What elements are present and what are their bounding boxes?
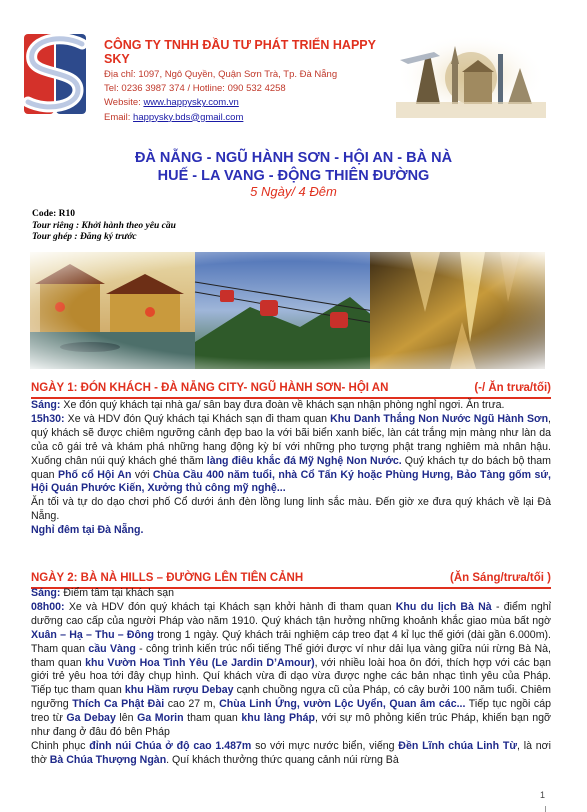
text-run: . Quí khách thưởng thức quang cảnh núi rừng Bà [166, 753, 399, 766]
page-number: 1 [540, 790, 546, 800]
day2-body [31, 587, 551, 768]
text-run: , với sự mô phỏng kiến trúc Pháp, khiến bạn ngỡ như đang ở đâu đó bên Pháp [31, 712, 552, 739]
company-logo [18, 32, 92, 116]
day2-summit [31, 740, 551, 768]
day1-morning-text: Xe đón quý khách tại nhà ga/ sân bay đưa đoàn về khách sạn nhận phòng nghỉ ngơi. Ăn trưa. [60, 399, 505, 411]
company-email-row [104, 111, 394, 125]
page-corner-mark [545, 806, 546, 812]
email-label: Email: [104, 111, 134, 123]
company-phone: Tel: 0236 3987 374 / Hotline: 090 532 4258 [104, 83, 286, 95]
day1-meals: (-/ Ăn trưa/tối) [474, 382, 551, 394]
highlight-run: khu Vườn Hoa Tình Yêu (Le Jardin D’Amour) [85, 656, 315, 669]
tour-group: Tour ghép : Đăng ký trước [32, 232, 137, 242]
text-run: so với mực nước biển, viếng [251, 739, 399, 752]
day2-morning-text: Điểm tâm tại khách sạn [60, 587, 175, 599]
text-run: với [131, 468, 153, 481]
text-run: cao 27 m, [164, 698, 220, 711]
tour-title-line2: HUẾ - LA VANG - ĐỘNG THIÊN ĐƯỜNG [157, 168, 430, 184]
text-run: trong 1 ngày. Quý khách trải nghiệm cáp treo đạt 4 kỉ lục thế giới (dài gần 6.000m). Tham quan [31, 628, 551, 655]
highlight-run: khu làng Pháp [241, 712, 315, 725]
highlight-run: đỉnh núi Chúa ở độ cao 1.487m [89, 739, 252, 752]
tour-private: Tour riêng : Khởi hành theo yêu cầu [32, 220, 176, 231]
highlight-run: cầu Vàng [88, 642, 136, 655]
website-label: Website: [104, 97, 144, 109]
day2-activity-label: 08h00: [31, 600, 65, 613]
day2-morning [31, 587, 551, 601]
highlight-run: Ga Debay [66, 712, 116, 725]
company-website-row [104, 96, 394, 110]
text-run: Xe và HDV đón quý khách tại Khách sạn khởi hành đi tham quan [64, 600, 396, 613]
highlight-run: Khu du lịch Bà Nà [395, 600, 492, 613]
highlight-run: Phố cổ Hội An [58, 468, 132, 481]
website-link[interactable]: www.happysky.com.vn [143, 97, 239, 109]
highlight-run: Bà Chúa Thượng Ngàn [49, 753, 167, 766]
day1-heading [31, 382, 551, 395]
text-run: Tiếp tục ngồi cáp treo từ [31, 698, 552, 725]
day1-overnight: Nghỉ đêm tại Đà Nẵng. [31, 524, 144, 537]
email-link[interactable]: happysky.bds@gmail.com [133, 111, 244, 123]
highlight-run: Xuân – Hạ – Thu – Đông [31, 628, 154, 641]
text-run: - công trình kiến trúc nổi tiếng Thế giới được ví như dải lụa vàng giữa núi rừng Bà Nà, tham quan [31, 642, 551, 669]
text-run: , là nơi thờ [31, 739, 551, 766]
company-info [104, 38, 394, 125]
highlight-run: Chùa Linh Ứng, vườn Lộc Uyển, Quan âm các... [219, 698, 466, 711]
text-run: Xe và HDV đón Quý khách tại Khách sạn đi tham quan [64, 412, 331, 425]
tour-photo-collage [30, 252, 545, 369]
text-run: , với nhiều loài hoa ôn đới, thích hợp với các bạn giới trẻ yêu hoa tới đây chụp hình. Quí khách vừa đi dạo vừa được nghe các bản nhạc tình yêu của Pháp. Tiếp tục tham quan [31, 656, 551, 697]
text-run: Quý khách tự do bách bộ tham quan [31, 454, 551, 481]
day2-heading [31, 572, 551, 585]
tour-duration: 5 Ngày/ 4 Đêm [250, 184, 337, 199]
day2-title: NGÀY 2: BÀ NÀ HILLS – ĐƯỜNG LÊN TIÊN CẢNH [31, 572, 304, 584]
day1-body [31, 399, 551, 538]
day2-meals: (Ăn Sáng/trưa/tối ) [450, 572, 551, 584]
text-run: tham quan [183, 712, 242, 725]
company-name: CÔNG TY TNHH ĐẦU TƯ PHÁT TRIỂN HAPPY SKY [104, 38, 376, 66]
tour-code: Code: R10 [32, 209, 76, 219]
tour-title-line1: ĐÀ NẴNG - NGŨ HÀNH SƠN - HỘI AN - BÀ NÀ [134, 150, 453, 166]
highlight-run: Đền Lĩnh chúa Linh Từ [398, 739, 518, 752]
highlight-run: khu Hầm rượu Debay [124, 684, 234, 697]
text-run: lên [115, 712, 138, 725]
company-address: Địa chỉ: 1097, Ngô Quyền, Quận Sơn Trà, Tp. Đà Nẵng [104, 69, 338, 80]
day1-morning [31, 399, 551, 413]
day1-afternoon [31, 413, 551, 496]
tour-meta [32, 209, 176, 244]
day2-morning-label: Sáng: [31, 587, 61, 599]
day2-activity [31, 601, 551, 740]
day1-title: NGÀY 1: ĐÓN KHÁCH - ĐÀ NẴNG CITY- NGŨ HÀNH SƠN- HỘI AN [31, 382, 389, 394]
text-run: cạnh chuồng ngựa cũ của Pháp, có cây bưởi 100 năm tuổi. Chiêm ngưỡng [31, 684, 551, 711]
highlight-run: Chùa Cầu 400 năm tuổi, nhà Cổ Tấn Ký hoặc Phùng Hưng, Bảo Tàng gốm sứ, Hội Quán Phước Kiến, Xưởng thủ công mỹ nghệ... [31, 468, 552, 495]
text-run: Chinh phục [31, 739, 90, 752]
highlight-run: Khu Danh Thắng Non Nước Ngũ Hành Sơn [330, 412, 549, 425]
text-run: , quý khách sẽ được chiêm ngưỡng cảnh đẹp bao la với bãi biển xanh biếc, làn cát trắng mịn màng như làn da của cô gái trẻ và khám phá những hang động kỳ bí với những pho tượng phật trang nghiêm mà nhân hậu. Xuống chân núi quý khách ghé thăm [31, 412, 551, 467]
highlight-run: Ga Morin [137, 712, 184, 725]
highlight-run: làng điêu khắc đá Mỹ Nghệ Non Nước. [206, 454, 402, 467]
highlight-run: Thích Ca Phật Đài [72, 698, 165, 711]
day1-evening: Ăn tối và tự do dạo chơi phố Cổ dưới ánh đèn lồng lung linh sắc màu. Đến giờ xe đưa quý khách về lại Đà Nẵng. [31, 496, 551, 523]
text-run: - điểm nghỉ dưỡng cao cấp của người Pháp vào năm 1910. Quý khách tận hưởng những khoảnh khắc giao mùa bất ngờ [31, 600, 551, 627]
day1-afternoon-label: 15h30: [31, 412, 65, 425]
day1-morning-label: Sáng: [31, 399, 61, 411]
travel-landmarks-banner [396, 34, 546, 118]
